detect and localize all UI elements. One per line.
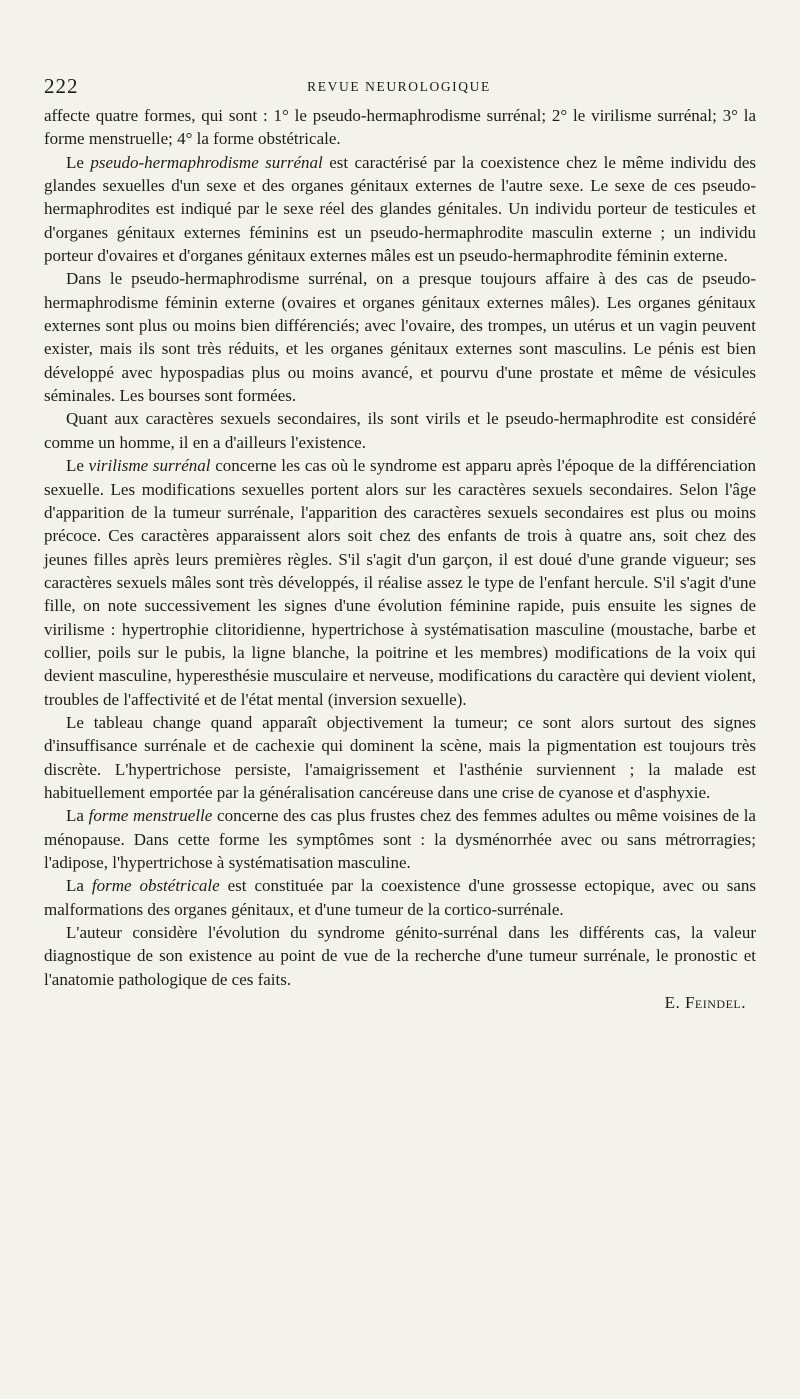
page-number: 222 [44,74,79,98]
text-run: est caractérisé par la coexistence chez le même individu des glandes sexuelles d'un sexe et des organes génitaux externes de l'autre sexe. Le sexe de ces pseudo-hermaphrodites est indiqué par le sexe réel des glandes génitales. Un individu porteur de testicules et d'organes génitaux externes féminins est un pseudo-hermaphrodite masculin externe ; un individu porteur d'ovaires et d'organes génitaux externes mâles est un pseudo-hermaphrodite féminin externe. [44,152,756,266]
text-run: La [66,806,89,826]
text-run: Le tableau change quand apparaît objectivement la tumeur; ce sont alors surtout des signes d'insuffisance surrénale et de cachexie qui dominent la scène, mais la pigmentation est toujours très discrète. L'hypertrichose persiste, l'amaigrissement et l'asthénie surviennent ; la malade est habituellement emportée par la généralisation cancéreuse dans une crise de cyanose et d'asphyxie. [44,712,756,802]
text-run: Le [66,456,89,476]
paragraph [44,267,756,407]
paragraph [44,804,756,874]
paragraph [44,407,756,454]
text-run: est constituée par la coexistence d'une grossesse ectopique, avec ou sans malformations des organes génitaux, et d'une tumeur de la cortico-surrénale. [44,876,757,919]
author-signature [44,991,756,1014]
paragraph [44,151,756,268]
text-run: affecte quatre formes, qui sont : 1° le pseudo-hermaphrodisme surrénal; 2° le virilisme surrénal; 3° la forme menstruelle; 4° la forme obstétricale. [44,106,756,149]
text-run: La [66,876,92,896]
paragraph [44,874,756,921]
text-run: concerne des cas plus frustes chez des femmes adultes ou même voisines de la ménopause. Dans cette forme les symptômes sont : la dysménorrhée avec ou sans métrorragies; l'adipose, l'hypertrichose à systématisation masculine. [44,806,756,872]
text-run: Le [66,152,91,172]
text-run: Quant aux caractères sexuels secondaires, ils sont virils et le pseudo-hermaphrodite est considéré comme un homme, il en a d'ailleurs l'existence. [44,409,756,452]
paragraph [44,711,756,804]
running-title: REVUE NEUROLOGIQUE [307,79,491,94]
italic-term: forme obstétricale [91,876,220,896]
italic-term: virilisme surrénal [88,456,211,476]
text-run: concerne les cas où le syndrome est apparu après l'époque de la différenciation sexuelle. Les modifications sexuelles portent alors sur les caractères sexuels secondaires. Selon l'âge d'apparition de la tumeur surrénale, l'apparition des caractères sexuels secondaires est plus ou moins précoce. Ces caractères apparaissent alors soit chez des enfants de trois à quatre ans, soit chez des jeunes filles après leurs premières règles. S'il s'agit d'un garçon, il est doué d'une grande vigueur; ses caractères sexuels mâles sont très développés, il réalise assez le type de l'enfant hercule. S'il s'agit d'une fille, on note successivement les signes d'une évolution féminine rapide, puis ensuite les signes de virilisme : hypertrophie clitoridienne, hypertrichose à systématisation masculine (moustache, barbe et collier, poils sur le pubis, la ligne blanche, la poitrine et les membres) modifications de la voix qui devient masculine, hyperesthésie musculaire et nerveuse, modifications du caractère qui devient violent, troubles de l'affectivité et de l'état mental (inversion sexuelle). [44,456,756,709]
paragraph [44,921,756,991]
text-run: L'auteur considère l'évolution du syndrome génito-surrénal dans les différents cas, la valeur diagnostique de son existence au point de vue de la recherche d'une tumeur surrénale, le pronostic et l'anatomie pathologique de ces faits. [44,923,756,989]
text-run: Dans le pseudo-hermaphrodisme surrénal, on a presque toujours affaire à des cas de pseudo-hermaphrodisme féminin externe (ovaires et organes génitaux externes mâles). Les organes génitaux externes sont plus ou moins bien différenciés; avec l'ovaire, des trompes, un utérus et un vagin peuvent exister, mais ils sont très réduits, et les organes génitaux externes sont masculins. Le pénis est bien développé avec hypospadias plus ou moins avancé, et pourvu d'une prostate et même de vésicules séminales. Les bourses sont formées. [44,269,756,406]
signature-initial: E. [664,993,681,1013]
italic-term: forme menstruelle [88,806,213,826]
paragraph [44,454,756,711]
paragraph [44,104,756,151]
italic-term: pseudo-hermaphrodisme surrénal [90,152,323,172]
signature-name: Feindel. [684,993,746,1013]
article-body [44,104,756,1014]
page-header [44,74,754,98]
